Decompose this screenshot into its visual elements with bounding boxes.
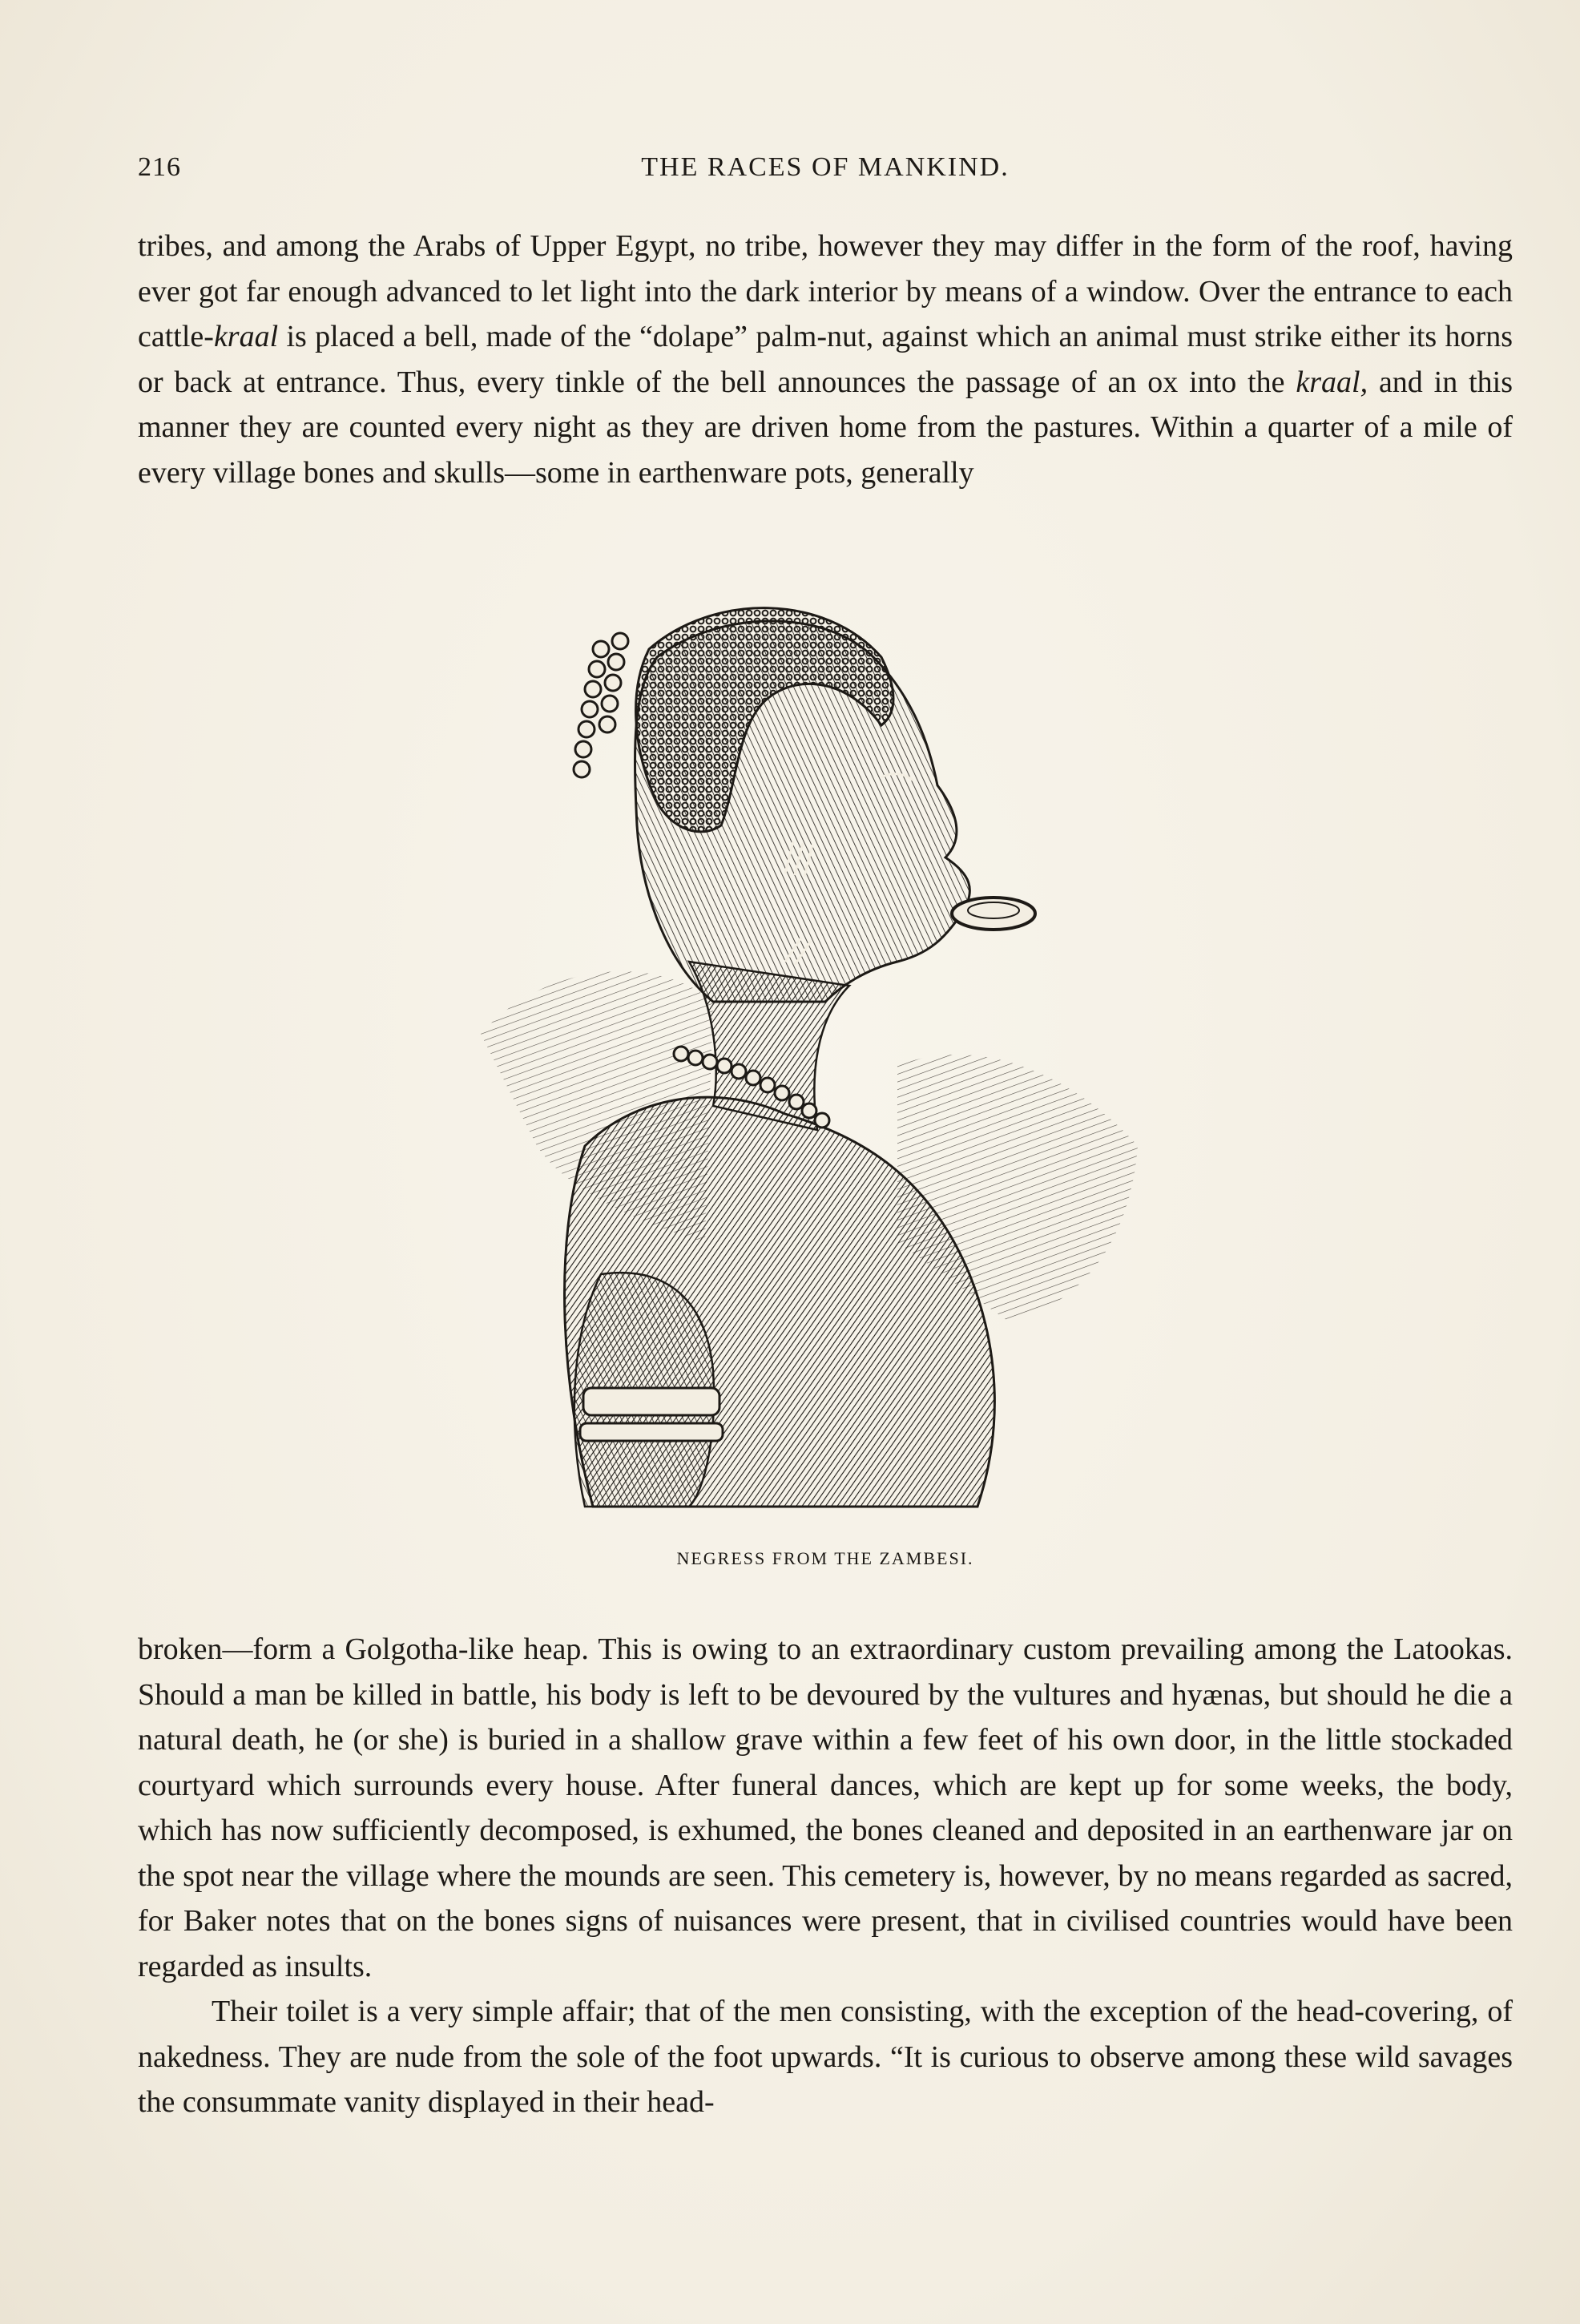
- running-title: THE RACES OF MANKIND.: [641, 152, 1010, 182]
- text-run: tribes, and among the Arabs of Upper Egypt, no tribe, however they may differ in the form of the roof, having ever got far enough advanced to let light into the dark interior by means of a window. Over the entrance to each cattle-: [138, 229, 1513, 353]
- text-run: and in this manner they are counted every night as they are driven home from the pastures. Within a quarter of a mile of every village bones and skulls—some in earthenware pots, generally: [138, 365, 1513, 490]
- paragraph: broken—form a Golgotha-like heap. This is owing to an extraordinary custom prevailing among the Latookas. Should a man be killed in battle, his body is left to be devoured by the vultures and hyænas, but should he die a natural death, he (or she) is buried in a shallow grave within a few feet of his own door, in the little stockaded courtyard which surrounds every house. After funeral dances, which are kept up for some weeks, the body, which has now sufficiently decomposed, is exhumed, the bones cleaned and deposited in an earthenware jar on the spot near the village where the mounds are seen. This cemetery is, however, by no means regarded as sacred, for Baker notes that on the bones signs of nuisances were present, that in civilised countries would have been regarded as insults.: [138, 1632, 1513, 1983]
- body-text-top: [138, 224, 1513, 495]
- engraving-illustration: [449, 585, 1186, 1531]
- figure-caption: NEGRESS FROM THE ZAMBESI.: [676, 1548, 974, 1568]
- engraving-portrait: [449, 585, 1186, 1531]
- paragraph: Their toilet is a very simple affair; that of the men consisting, with the exception of the head-covering, of nakedness. They are nude from the sole of the foot upwards. “It is curious to observe among these wild savages the consummate vanity displayed in their head-: [138, 1995, 1513, 2119]
- body-text-bottom: [138, 1627, 1513, 2125]
- hair-beads: [574, 633, 628, 777]
- page-number: 216: [138, 152, 181, 182]
- text-run: is placed a bell, made of the “dolape” palm-nut, against which an animal must strike either its horns or back at entrance. Thus, every tinkle of the bell announces the passage of an ox into the: [138, 320, 1513, 399]
- italic-term: kraal: [213, 320, 279, 353]
- italic-term: kraal,: [1296, 365, 1368, 399]
- running-head: [138, 152, 1513, 192]
- paragraph: [138, 224, 1513, 495]
